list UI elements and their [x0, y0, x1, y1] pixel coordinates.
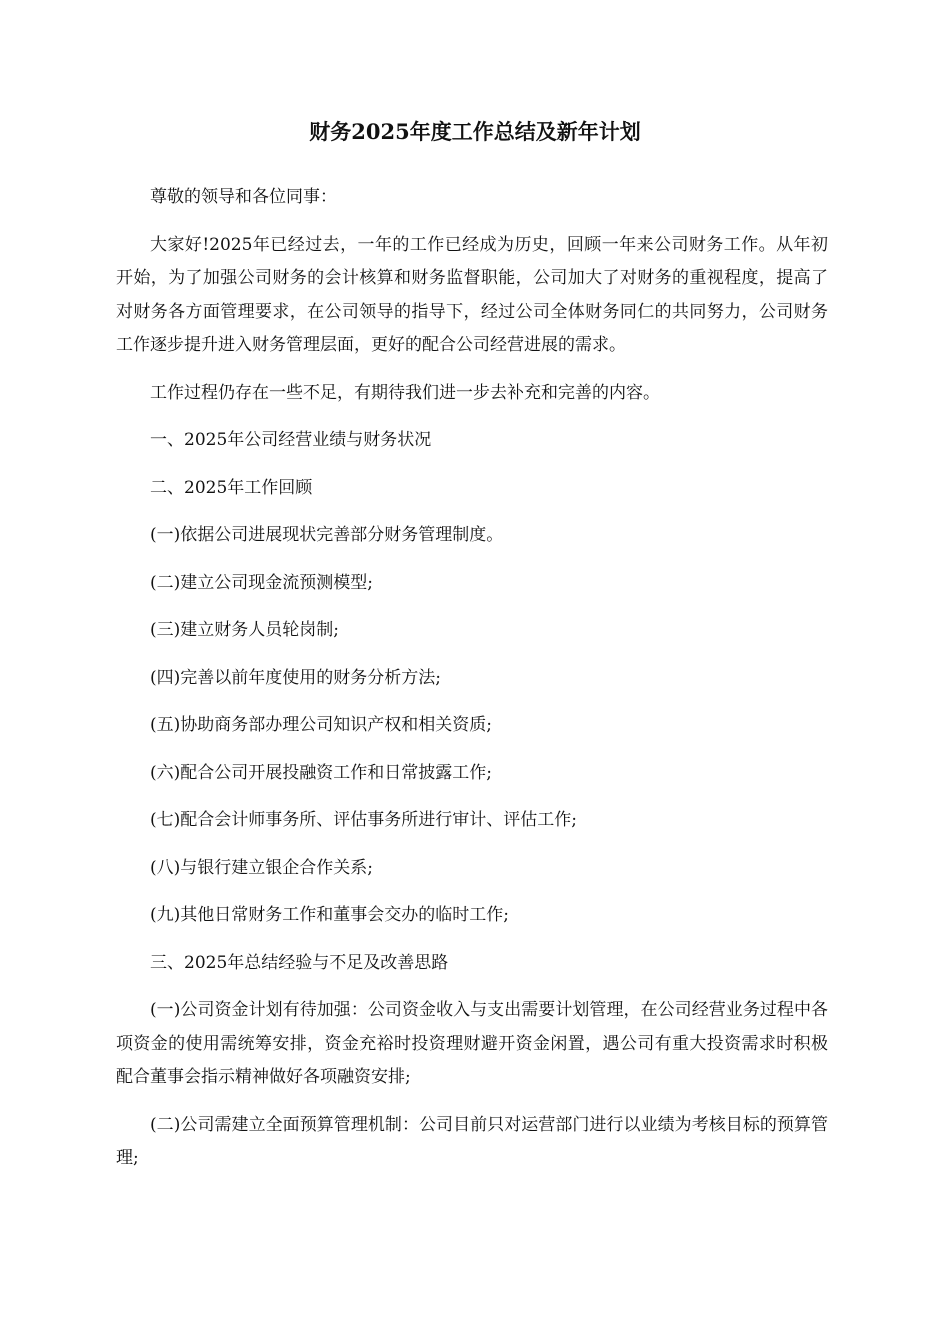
section-heading-1: 一、2025年公司经营业绩与财务状况: [150, 430, 432, 450]
paragraph-improvement-2: (二)公司需建立全面预算管理机制：公司目前只对运营部门进行以业绩为考核目标的预算管理;: [116, 1114, 828, 1168]
list-item: (七)配合会计师事务所、评估事务所进行审计、评估工作;: [150, 810, 577, 830]
list-item: (五)协助商务部办理公司知识产权和相关资质;: [150, 715, 492, 735]
list-item: (二)建立公司现金流预测模型;: [150, 572, 373, 593]
paragraph-improvement-1: (一)公司资金计划有待加强：公司资金收入与支出需要计划管理，在公司经营业务过程中各项资金的使用需统筹安排，资金充裕时投资理财避开资金闲置，遇公司有重大投资需求时积极配合董事会指示精神做好各项融资安排;: [116, 1000, 828, 1087]
paragraph-shortcomings: 工作过程仍存在一些不足，有期待我们进一步去补充和完善的内容。: [150, 382, 660, 403]
list-item: (三)建立财务人员轮岗制;: [150, 620, 339, 640]
document-title: 财务2025年度工作总结及新年计划: [309, 119, 641, 144]
list-item: (一)依据公司进展现状完善部分财务管理制度。: [150, 525, 504, 545]
document-body: [116, 181, 828, 1176]
paragraph-salutation: 尊敬的领导和各位同事：: [150, 187, 337, 207]
list-item: (八)与银行建立银企合作关系;: [150, 857, 373, 878]
list-item: (九)其他日常财务工作和董事会交办的临时工作;: [150, 905, 509, 925]
section-heading-3: 三、2025年总结经验与不足及改善思路: [150, 952, 449, 973]
section-heading-2: 二、2025年工作回顾: [150, 477, 313, 498]
paragraph-intro: 大家好!2025年已经过去，一年的工作已经成为历史，回顾一年来公司财务工作。从年初开始，为了加强公司财务的会计核算和财务监督职能，公司加大了对财务的重视程度，提高了对财务各方面管理要求，在公司领导的指导下，经过公司全体财务同仁的共同努力，公司财务工作逐步提升进入财务管理层面，更好的配合公司经营进展的需求。: [116, 234, 828, 355]
list-item: (六)配合公司开展投融资工作和日常披露工作;: [150, 762, 492, 783]
list-item: (四)完善以前年度使用的财务分析方法;: [150, 667, 441, 688]
